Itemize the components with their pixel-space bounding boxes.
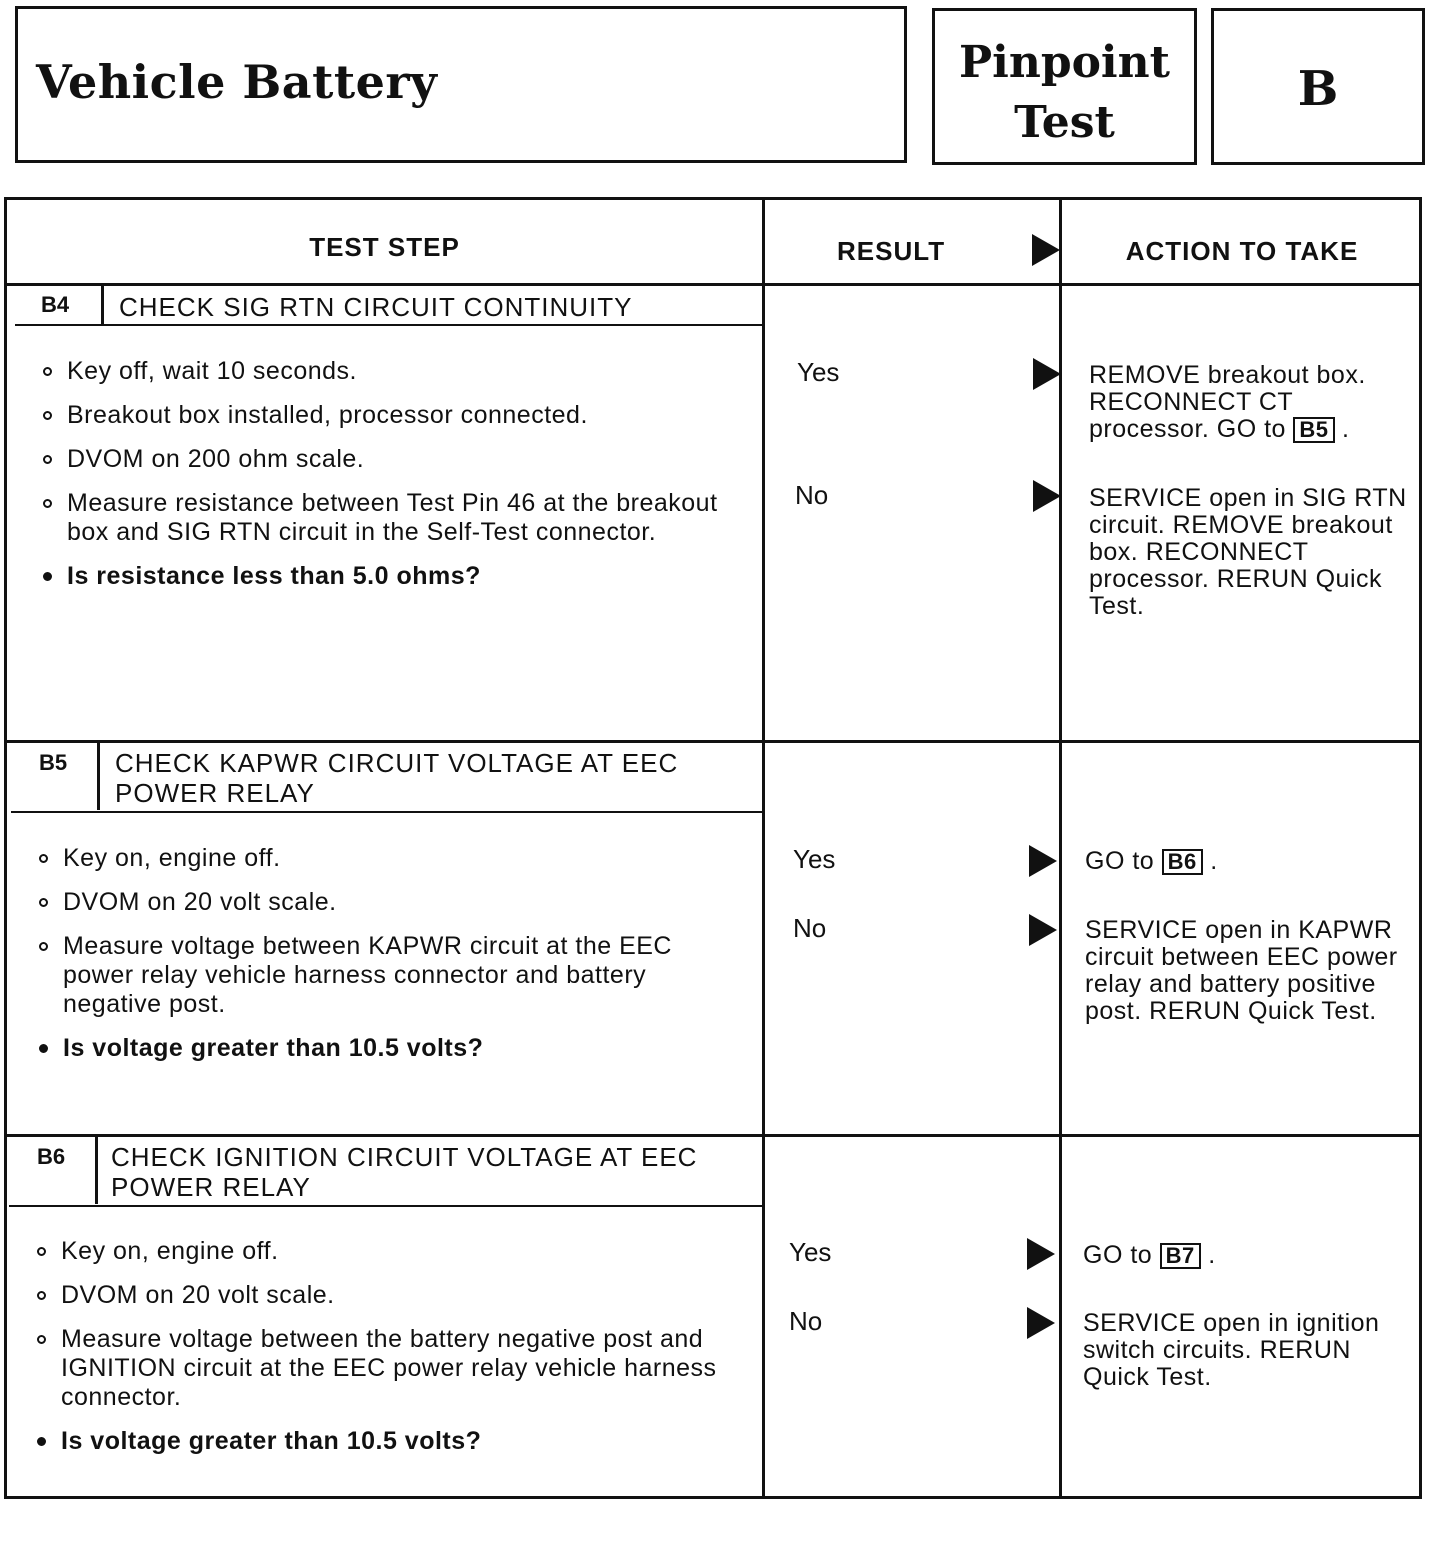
b5-no-action: SERVICE open in KAPWR circuit between EEC power relay and battery positive post. RERUN Quick Test.: [1085, 916, 1398, 1025]
title-box: [15, 6, 907, 163]
b4-goto-ref[interactable]: B5: [1293, 417, 1334, 443]
list-item: Key on, engine off.: [37, 1237, 742, 1266]
test-letter-box: [1211, 8, 1425, 165]
divider-result-action: [1059, 200, 1062, 1496]
step-b5-bullets: [39, 844, 739, 1078]
b5-row-divider: [7, 1134, 1419, 1137]
list-item: Key on, engine off.: [39, 844, 739, 873]
b5-no-arrow-icon: [1029, 914, 1057, 946]
list-item: Key off, wait 10 seconds.: [43, 357, 743, 386]
step-b4-id: B4: [41, 292, 70, 317]
b4-no-action: SERVICE open in SIG RTN circuit. REMOVE breakout box. RECONNECT processor. RERUN Quick Test.: [1089, 484, 1407, 620]
b6-id-divider: [95, 1135, 98, 1204]
list-item: Measure resistance between Test Pin 46 at the breakout box and SIG RTN circuit in the Self-Test connector.: [43, 489, 743, 547]
b5-no: No: [793, 913, 827, 943]
b6-no-action: SERVICE open in ignition switch circuits. RERUN Quick Test.: [1083, 1309, 1380, 1391]
pinpoint-table: [4, 197, 1422, 1499]
header-arrow-icon: [1032, 234, 1060, 266]
step-b6-id: B6: [37, 1144, 66, 1169]
list-item: DVOM on 20 volt scale.: [37, 1281, 742, 1310]
b5-title-divider: [11, 811, 762, 813]
b4-no: No: [795, 480, 829, 510]
b5-id-divider: [97, 741, 100, 810]
header-action: ACTION TO TAKE: [1125, 236, 1359, 266]
step-b4-title: CHECK SIG RTN CIRCUIT CONTINUITY: [119, 292, 633, 322]
step-b5-title: CHECK KAPWR CIRCUIT VOLTAGE AT EEC POWER RELAY: [115, 748, 679, 808]
pinpoint-test-label: [935, 33, 1194, 153]
step-b4-bullets: [43, 357, 743, 606]
b6-no-arrow-icon: [1027, 1307, 1055, 1339]
step-b5-question: Is voltage greater than 10.5 volts?: [39, 1034, 739, 1063]
header-divider: [7, 283, 1419, 286]
b4-no-arrow-icon: [1033, 480, 1061, 512]
b4-yes-arrow-icon: [1033, 358, 1061, 390]
list-item: Measure voltage between the battery negative post and IGNITION circuit at the EEC power relay vehicle harness connector.: [37, 1325, 742, 1412]
step-b6-title: CHECK IGNITION CIRCUIT VOLTAGE AT EEC POWER RELAY: [111, 1142, 698, 1202]
b6-yes-action-text: GO to: [1083, 1241, 1153, 1269]
b6-yes-arrow-icon: [1027, 1238, 1055, 1270]
b4-yes: Yes: [797, 357, 840, 387]
b5-yes-arrow-icon: [1029, 845, 1057, 877]
b4-row-divider: [7, 740, 1419, 743]
b4-yes-action: REMOVE breakout box. RECONNECT CT processor. GO to B5 .: [1089, 361, 1366, 443]
b5-yes-action: GO to B6 .: [1085, 847, 1218, 875]
header-result: RESULT: [837, 236, 946, 266]
step-b4-question: Is resistance less than 5.0 ohms?: [43, 562, 743, 591]
list-item: DVOM on 200 ohm scale.: [43, 445, 743, 474]
divider-test-result: [762, 200, 765, 1496]
step-b6-bullets: [37, 1237, 742, 1471]
b6-goto-ref[interactable]: B7: [1160, 1243, 1201, 1269]
b6-yes-action: GO to B7 .: [1083, 1241, 1216, 1269]
b4-title-divider: [15, 324, 764, 326]
b5-goto-ref[interactable]: B6: [1162, 849, 1203, 875]
test-letter: B: [1297, 61, 1339, 117]
step-b5-id: B5: [39, 750, 68, 775]
list-item: Breakout box installed, processor connected.: [43, 401, 743, 430]
header-test-step: TEST STEP: [309, 232, 460, 262]
b4-id-divider: [101, 284, 104, 324]
b6-yes: Yes: [789, 1237, 832, 1267]
pinpoint-line-2: Test: [1014, 97, 1115, 148]
b5-yes-action-text: GO to: [1085, 847, 1155, 875]
pinpoint-test-box: [932, 8, 1197, 165]
list-item: DVOM on 20 volt scale.: [39, 888, 739, 917]
b5-yes: Yes: [793, 844, 836, 874]
list-item: Measure voltage between KAPWR circuit at the EEC power relay vehicle harness connector and battery negative post.: [39, 932, 739, 1019]
page-title: Vehicle Battery: [36, 55, 438, 109]
pinpoint-line-1: Pinpoint: [959, 37, 1170, 88]
b4-yes-action-text: REMOVE breakout box. RECONNECT CT processor. GO to: [1089, 361, 1366, 443]
step-b6-question: Is voltage greater than 10.5 volts?: [37, 1427, 742, 1456]
b6-title-divider: [9, 1205, 762, 1207]
b6-no: No: [789, 1306, 823, 1336]
